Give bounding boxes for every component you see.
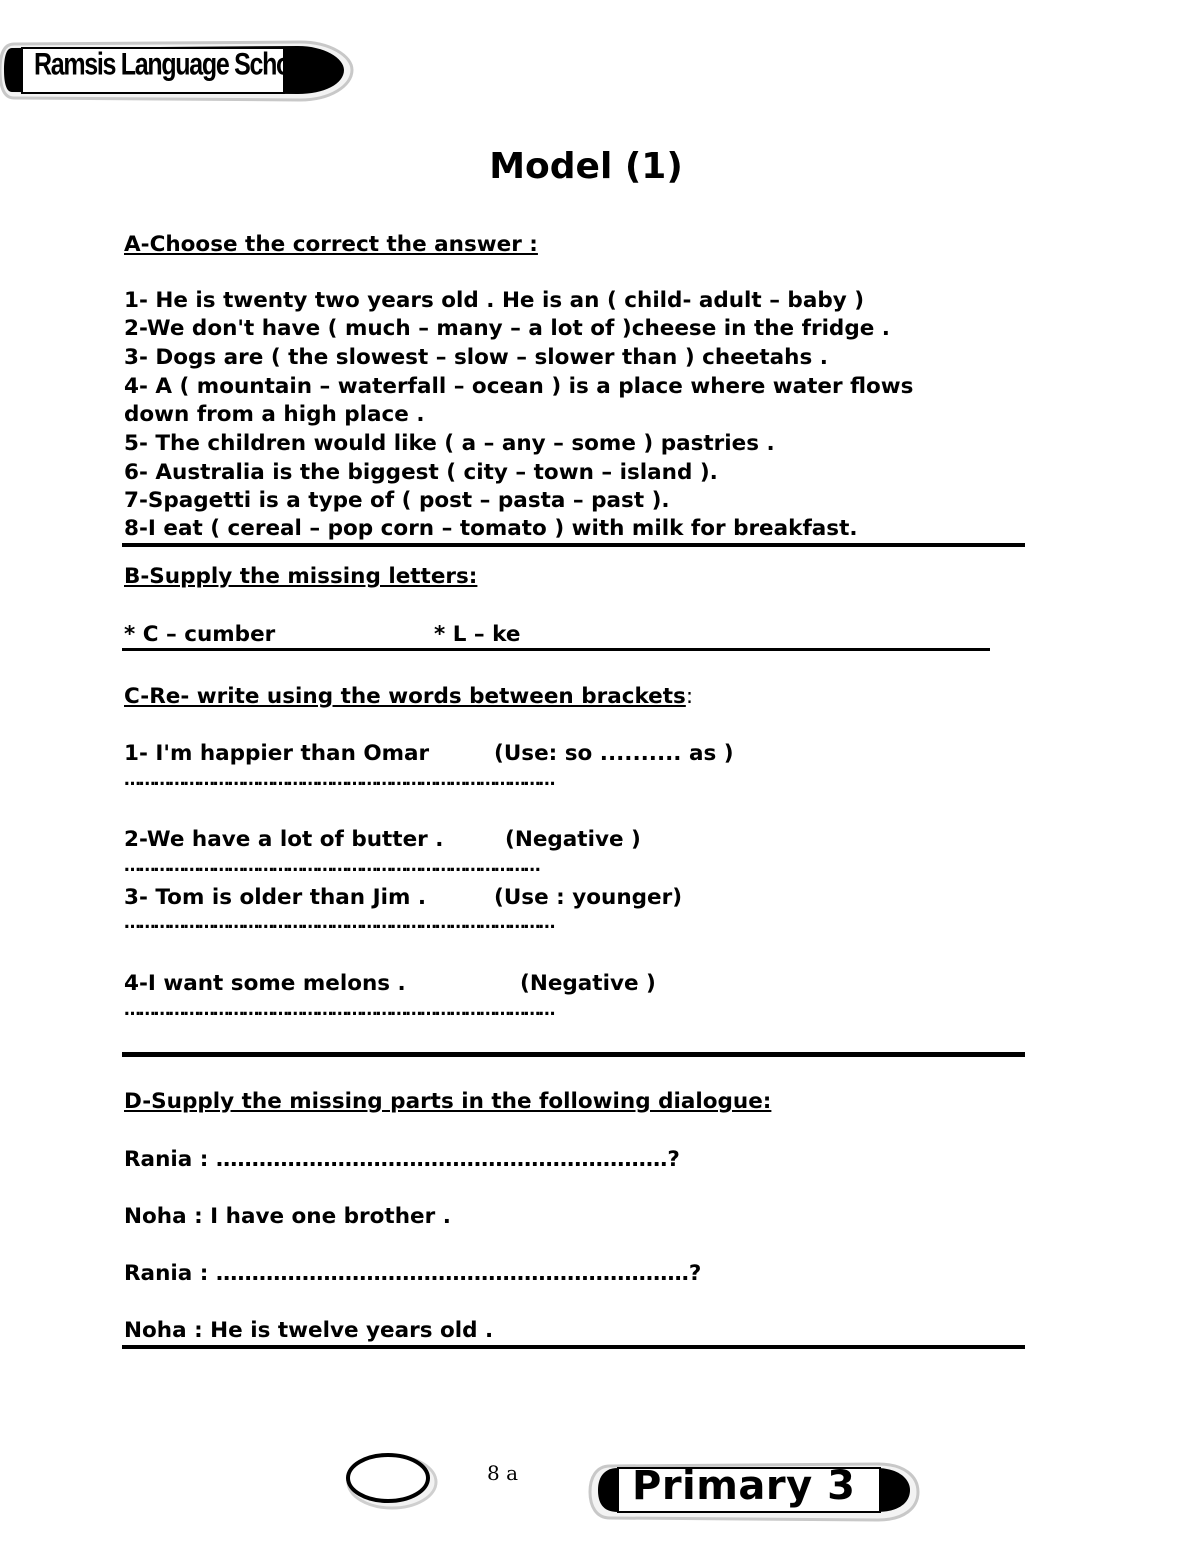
section-c-heading: C-Re- write using the words between brackets: [124, 684, 686, 709]
rewrite-hint-3: (Use : younger): [494, 885, 683, 910]
rewrite-sentence-2: 2-We have a lot of butter .: [124, 827, 444, 852]
question-a4: 4- A ( mountain – waterfall – ocean ) is a place where water flows: [124, 374, 914, 399]
section-b-heading: B-Supply the missing letters:: [124, 564, 478, 589]
question-a6: 6- Australia is the biggest ( city – town – island ).: [124, 460, 718, 485]
section-d-heading: D-Supply the missing parts in the following dialogue:: [124, 1089, 772, 1114]
answer-line-4[interactable]: ……………………………………………………………………………: [124, 1000, 554, 1020]
rewrite-sentence-1: 1- I'm happier than Omar: [124, 741, 430, 766]
section-c-heading-wrap: [124, 686, 693, 708]
page-number: 8 a: [487, 1461, 519, 1485]
missing-letters-item-2: * L – ke: [434, 622, 521, 647]
question-a2: 2-We don't have ( much – many – a lot of )cheese in the fridge .: [124, 316, 890, 341]
missing-letters-item-1: * C – cumber: [124, 622, 276, 647]
answer-line-3[interactable]: ……………………………………………………………………………: [124, 913, 554, 933]
answer-line-2[interactable]: …………………………………………………………………………: [124, 856, 539, 876]
rewrite-hint-2: (Negative ): [505, 827, 641, 852]
grade-label: Primary 3: [632, 1463, 856, 1509]
page-title: Model (1): [489, 146, 683, 187]
rewrite-hint-4: (Negative ): [520, 971, 656, 996]
section-c-heading-colon: :: [685, 684, 694, 709]
section-divider: [122, 1345, 1025, 1349]
question-a4-continued: down from a high place .: [124, 402, 425, 427]
question-a5: 5- The children would like ( a – any – some ) pastries .: [124, 431, 775, 456]
question-a7: 7-Spagetti is a type of ( post – pasta – past ).: [124, 488, 670, 513]
school-name: Ramsis Language School: [34, 47, 310, 82]
section-divider: [122, 543, 1025, 547]
rewrite-hint-1: (Use: so .......... as ): [494, 741, 734, 766]
dialogue-line-4: Noha : He is twelve years old .: [124, 1318, 494, 1343]
oval-stamp: [340, 1446, 440, 1512]
section-divider: [122, 648, 990, 651]
dialogue-line-1[interactable]: Rania : ………………………………………………………?: [124, 1147, 680, 1172]
question-a8: 8-I eat ( cereal – pop corn – tomato ) with milk for breakfast.: [124, 516, 858, 541]
question-a1: 1- He is twenty two years old . He is an ( child- adult – baby ): [124, 288, 865, 313]
rewrite-sentence-4: 4-I want some melons .: [124, 971, 406, 996]
question-a3: 3- Dogs are ( the slowest – slow – slower than ) cheetahs .: [124, 345, 828, 370]
section-a-heading: A-Choose the correct the answer :: [124, 232, 538, 257]
dialogue-line-2: Noha : I have one brother .: [124, 1204, 451, 1229]
section-divider: [122, 1052, 1025, 1057]
answer-line-1[interactable]: ……………………………………………………………………………: [124, 770, 554, 790]
dialogue-line-3[interactable]: Rania : …………………………………………………………?: [124, 1261, 702, 1286]
rewrite-sentence-3: 3- Tom is older than Jim .: [124, 885, 426, 910]
